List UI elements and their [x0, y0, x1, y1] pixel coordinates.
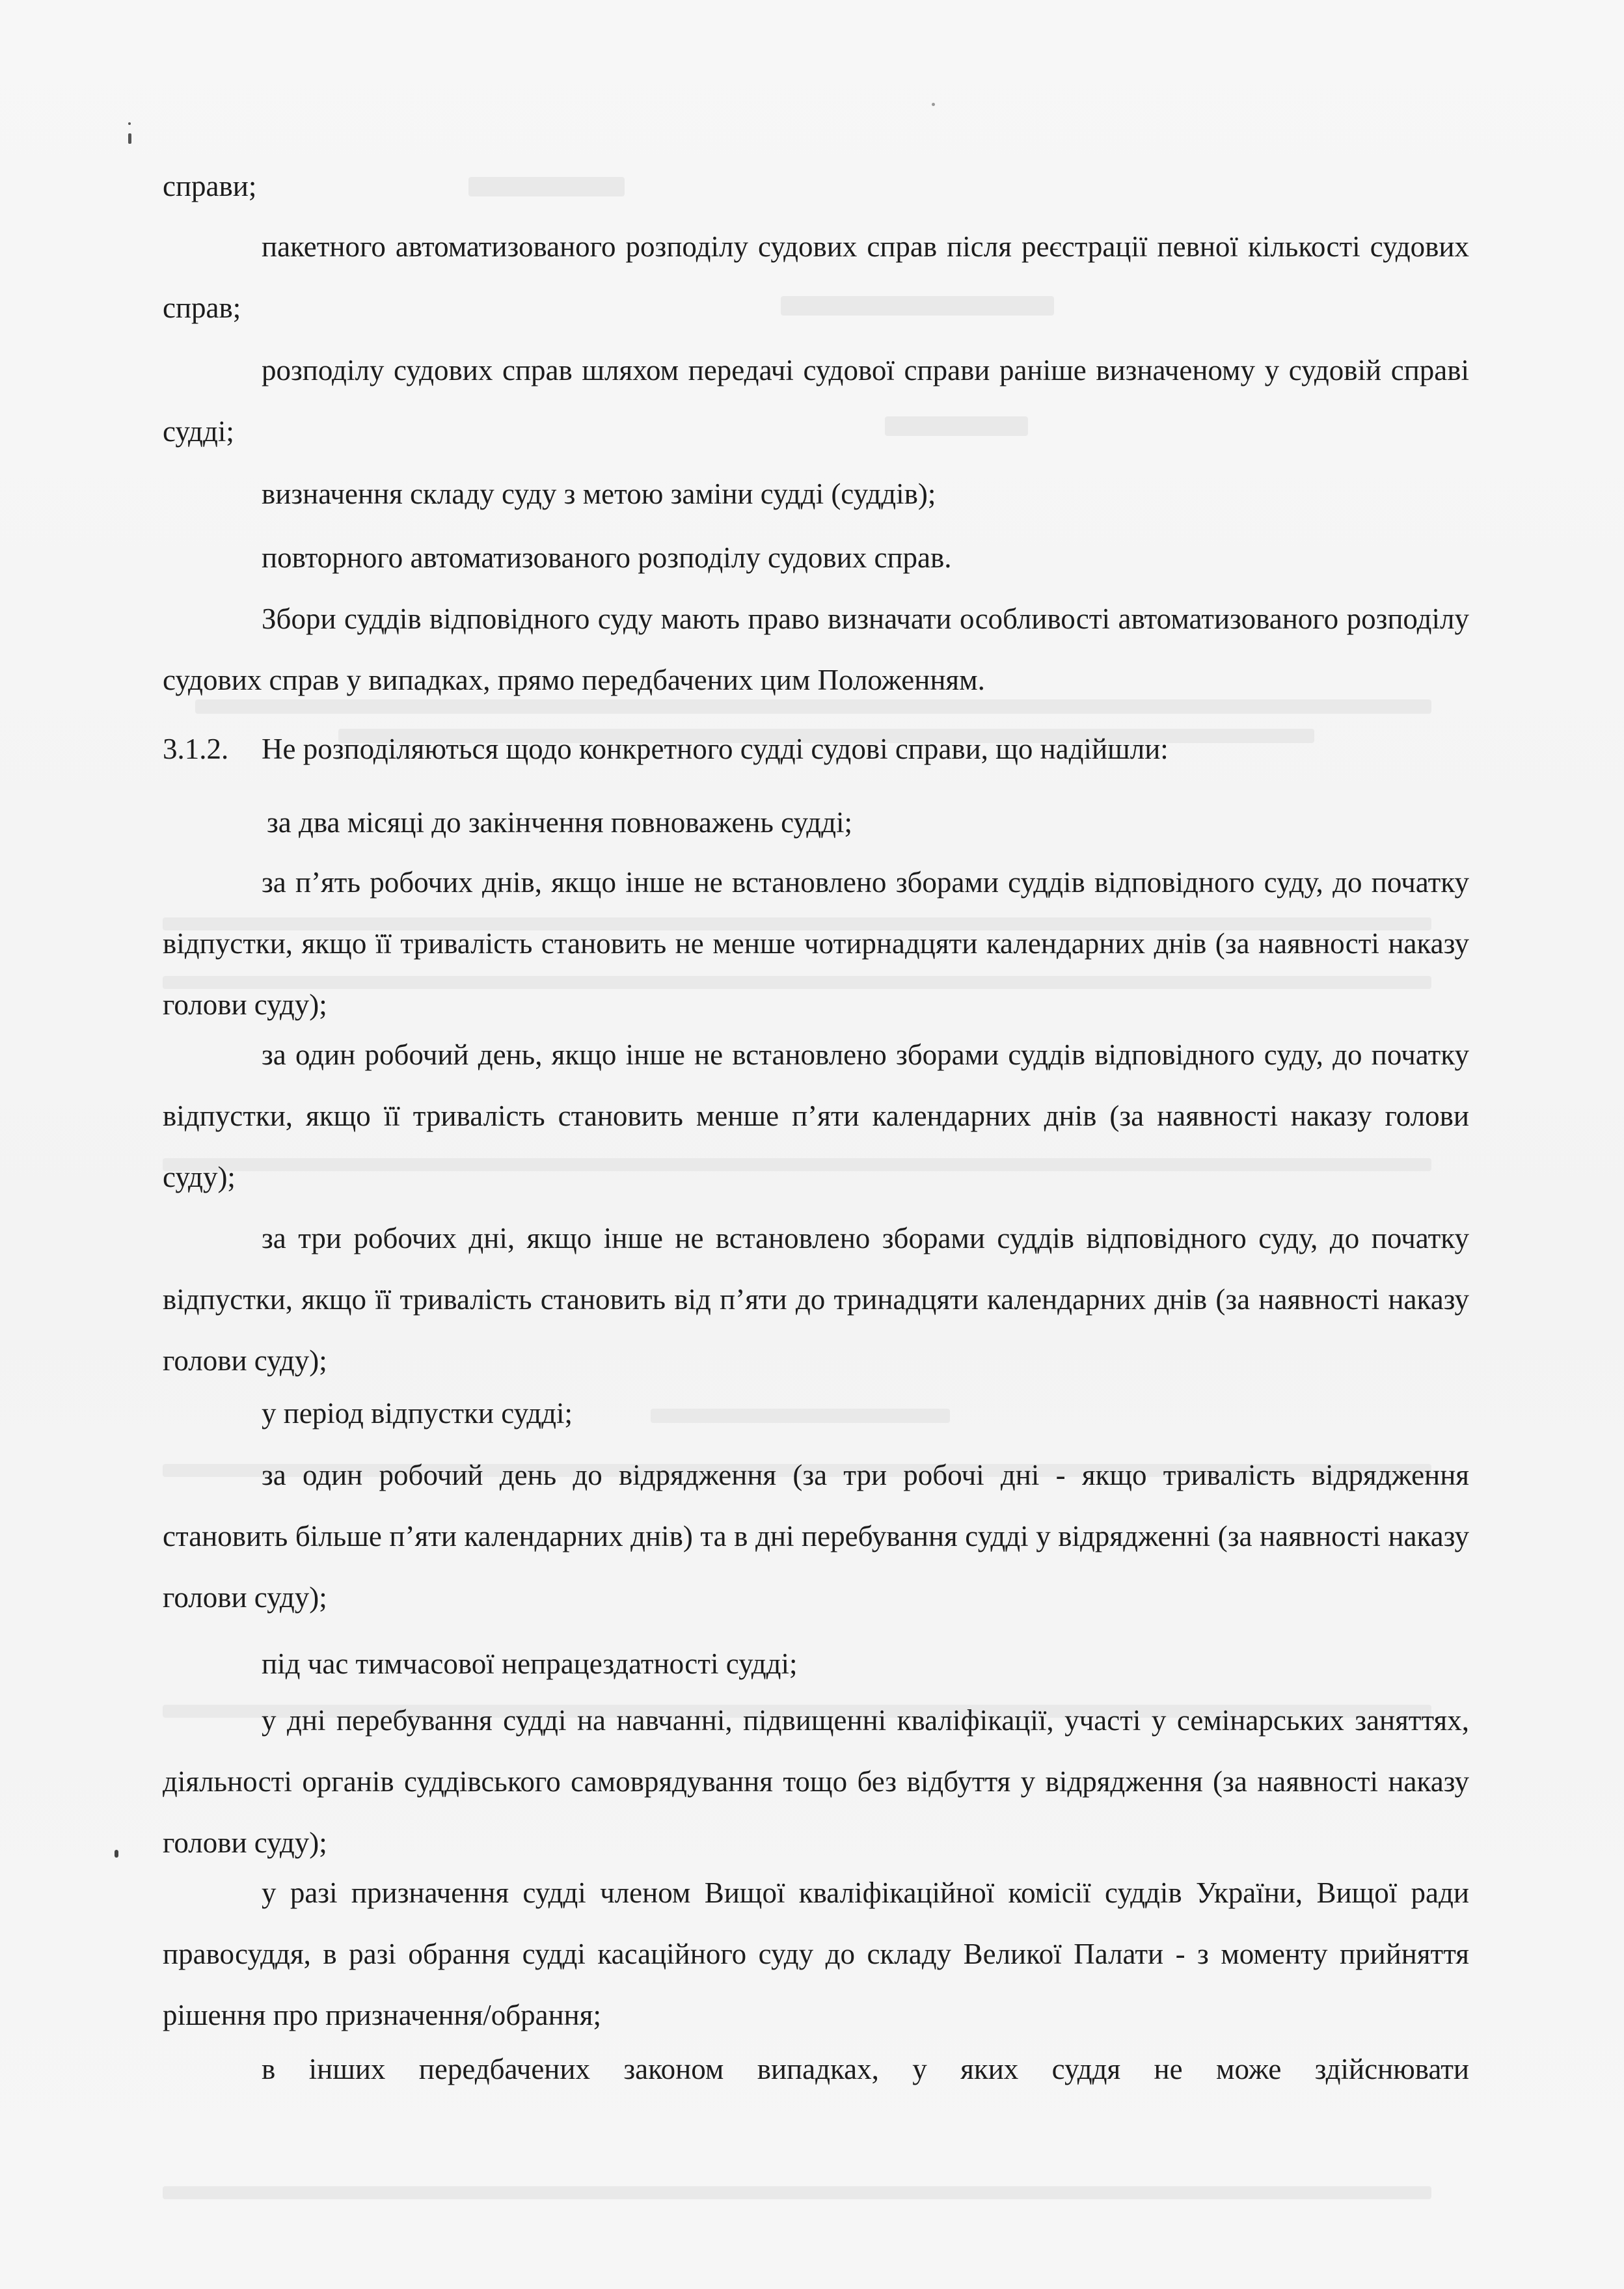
paragraph: визначення складу суду з метою заміни судді (суддів); [262, 478, 936, 510]
list-item: під час тимчасової непрацездатності судді; [262, 1647, 798, 1680]
paragraph: розподілу судових справ шляхом передачі судової справи раніше визначеному у судовій справі судді; [163, 354, 1469, 448]
paragraph: справи; [163, 170, 257, 202]
scan-speck [128, 133, 131, 144]
list-item: за один робочий день, якщо інше не встановлено зборами суддів відповідного суду, до початку відпустки, якщо її тривалість становить менше п’яти календарних днів (за наявності наказу голови суду); [163, 1038, 1469, 1193]
list-item: за два місяці до закінчення повноважень судді; [267, 806, 853, 839]
scan-speck [128, 122, 131, 125]
paragraph: Збори суддів відповідного суду мають право визначати особливості автоматизованого розподілу судових справ у випадках, прямо передбачених цим Положенням. [163, 603, 1469, 696]
list-item: за один робочий день до відрядження (за три робочі дні - якщо тривалість відрядження становить більше п’яти календарних днів) та в дні перебування судді у відрядженні (за наявності наказу голови суду); [163, 1459, 1469, 1614]
paragraph: повторного автоматизованого розподілу судових справ. [262, 541, 952, 574]
list-item: у разі призначення судді членом Вищої кваліфікаційної комісії суддів України, Вищої ради правосуддя, в разі обрання судді касаційного суду до складу Великої Палати - з моменту прийняття рішення про призначення/обрання; [163, 1876, 1469, 2031]
list-item: за п’ять робочих днів, якщо інше не встановлено зборами суддів відповідного суду, до початку відпустки, якщо її тривалість становить не менше чотирнадцяти календарних днів (за наявності наказу голови суду); [163, 866, 1469, 1021]
section-number: 3.1.2. [163, 733, 229, 765]
section-heading [163, 718, 1469, 779]
section-text: Не розподіляються щодо конкретного судді судові справи, що надійшли: [262, 733, 1169, 765]
paragraph: пакетного автоматизованого розподілу судових справ після реєстрації певної кількості судових справ; [163, 230, 1469, 324]
list-item: у період відпустки судді; [262, 1397, 573, 1429]
scan-speck [932, 103, 935, 106]
list-item: за три робочих дні, якщо інше не встановлено зборами суддів відповідного суду, до початку відпустки, якщо її тривалість становить від п’яти до тринадцяти календарних днів (за наявності наказу голови суду); [163, 1222, 1469, 1377]
list-item: в інших передбачених законом випадках, у яких суддя не може здійснювати [262, 2053, 1469, 2085]
list-item: у дні перебування судді на навчанні, підвищенні кваліфікації, участі у семінарських заняттях, діяльності органів суддівського самоврядування тощо без відбуття у відрядження (за наявності наказу голови суду); [163, 1704, 1469, 1859]
scan-speck [115, 1850, 118, 1858]
